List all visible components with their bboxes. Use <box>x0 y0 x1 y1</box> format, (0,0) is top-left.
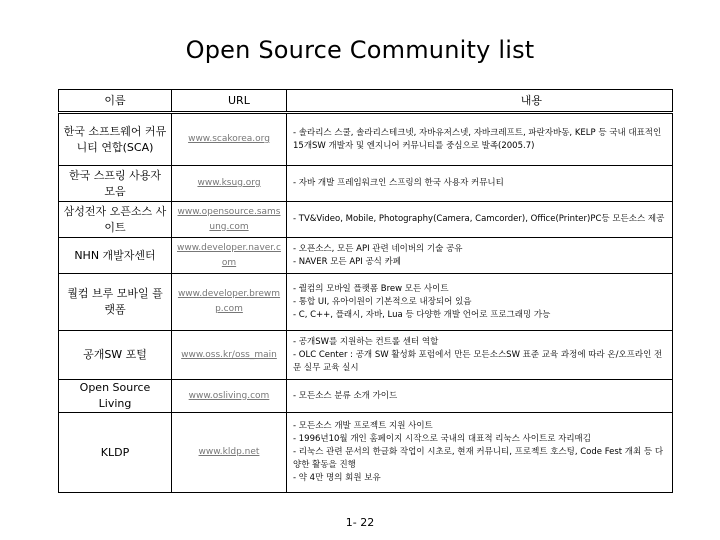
table-row <box>59 166 673 202</box>
header-url: URL <box>172 90 287 113</box>
community-url-link[interactable]: www.osliving.com <box>172 380 287 413</box>
community-table <box>58 89 673 493</box>
community-description <box>287 331 673 380</box>
header-name: 이름 <box>59 90 172 113</box>
description-line: - 솔라리스 스쿨, 솔라리스테크넷, 자바유저스넷, 자바크레프트, 파란자바동, KELP 등 국내 대표적인 15개SW 개발자 및 엔지니어 커뮤니티를 중심으로 발족(2005.7) <box>293 127 662 151</box>
community-url-link[interactable]: www.opensource.samsung.com <box>172 202 287 238</box>
community-url-link[interactable]: www.ksug.org <box>172 166 287 202</box>
table-row <box>59 238 673 274</box>
description-line: - OLC Center : 공개 SW 활성화 포럼에서 만든 모든소스SW 표준 교육 과정에 따라 온/오프라인 전문 실무 교육 실시 <box>293 349 663 373</box>
description-line: - 약 4만 명의 회원 보유 <box>293 473 381 483</box>
community-description <box>287 413 673 493</box>
description-line: - 오픈소스, 모든 API 관련 네이버의 기술 공유 <box>293 243 463 254</box>
description-line: - 모든소스 개발 프로젝트 지원 사이트 <box>293 421 433 431</box>
description-line: - 통합 UI, 유아이원이 기본적으로 내장되어 있음 <box>293 296 472 307</box>
description-line: - 자바 개발 프레임워크인 스프링의 한국 사용자 커뮤니티 <box>293 178 504 188</box>
description-line: - 모든소스 분류 소개 가이드 <box>293 390 398 401</box>
page-number: 1- 22 <box>345 516 375 529</box>
table-row <box>59 274 673 331</box>
description-line: - TV&Video, Mobile, Photography(Camera, Camcorder), Office(Printer)PC등 모든소스 제공 <box>293 214 665 224</box>
community-description <box>287 202 673 238</box>
community-url-link[interactable]: www.developer.naver.com <box>172 238 287 274</box>
community-name: 한국 스프링 사용자 모음 <box>59 166 172 202</box>
community-url-link[interactable]: www.kldp.net <box>172 413 287 493</box>
table-header-row <box>59 90 673 113</box>
community-name: 삼성전자 오픈소스 사이트 <box>59 202 172 238</box>
header-content: 내용 <box>287 90 673 113</box>
community-description <box>287 166 673 202</box>
community-name: Open Source Living <box>59 380 172 413</box>
community-name: NHN 개발자센터 <box>59 238 172 274</box>
table-row <box>59 413 673 493</box>
community-url-link[interactable]: www.developer.brewmp.com <box>172 274 287 331</box>
description-line: - 퀄컴의 모바일 플랫폼 Brew 모든 사이트 <box>293 283 449 294</box>
description-line: - 공개SW를 지원하는 컨트롤 센터 역할 <box>293 336 439 347</box>
community-name: 한국 소프트웨어 커뮤니티 연합(SCA) <box>59 113 172 166</box>
table-body <box>59 113 673 493</box>
community-url-link[interactable]: www.scakorea.org <box>172 113 287 166</box>
community-name: KLDP <box>59 413 172 493</box>
community-name: 퀄컴 브루 모바일 플랫폼 <box>59 274 172 331</box>
table-row <box>59 113 673 166</box>
community-description <box>287 274 673 331</box>
community-description <box>287 113 673 166</box>
table-row <box>59 331 673 380</box>
table-row <box>59 380 673 413</box>
table-row <box>59 202 673 238</box>
description-line: - C, C++, 플래시, 자바, Lua 등 다양한 개발 언어로 프로그래밍 가능 <box>293 309 551 320</box>
community-name: 공개SW 포털 <box>59 331 172 380</box>
description-line: - 1996년10월 개인 홈페이지 시작으로 국내의 대표적 리눅스 사이트로 자리매김 <box>293 434 591 444</box>
page-title: Open Source Community list <box>185 36 535 64</box>
description-line: - NAVER 모든 API 공식 카페 <box>293 256 402 267</box>
community-description <box>287 380 673 413</box>
community-url-link[interactable]: www.oss.kr/oss_main <box>172 331 287 380</box>
description-line: - 리눅스 관련 문서의 한글화 작업이 시초로, 현재 커뮤니티, 프로젝트 호스팅, Code Fest 개최 등 다양한 활동을 진행 <box>293 447 664 470</box>
community-description <box>287 238 673 274</box>
